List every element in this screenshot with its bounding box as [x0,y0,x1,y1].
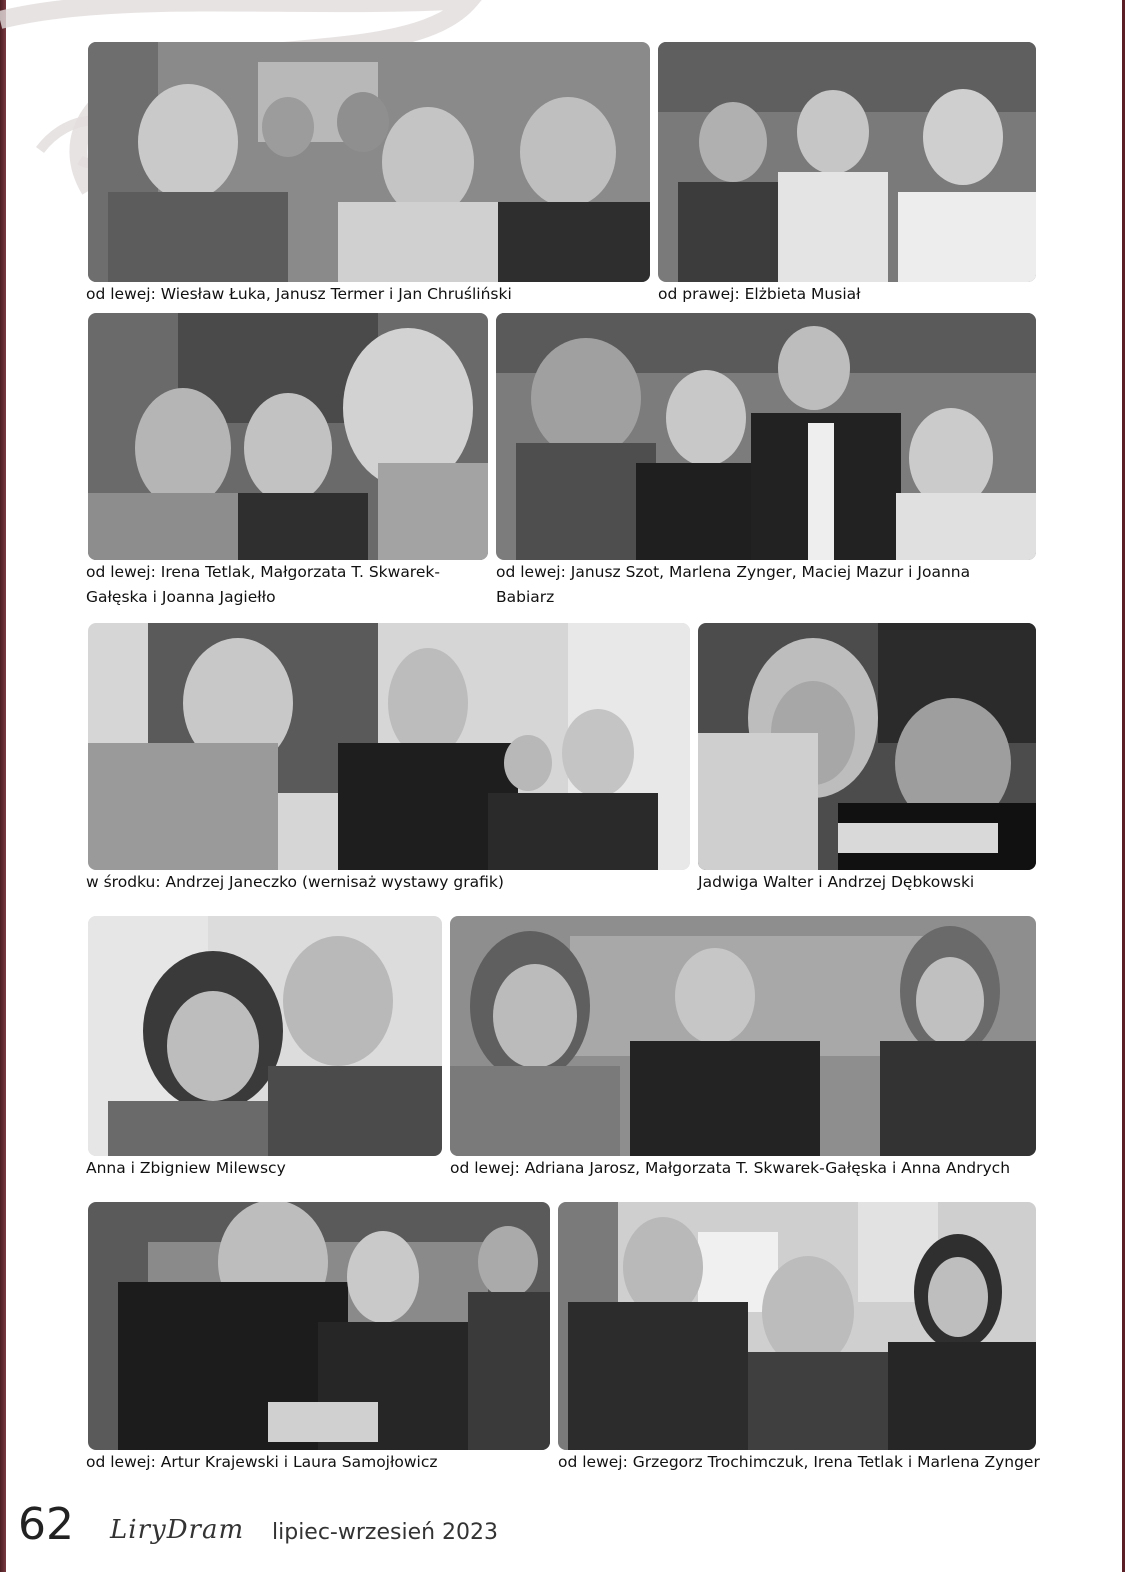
photo-jarosz-skwarek-andrych [450,916,1036,1156]
magazine-logo: LiryDram [110,1515,245,1545]
caption-photo-3-line-2: Gałęska i Joanna Jagiełło [86,588,276,606]
photo-trochimczuk-tetlak-zynger [558,1202,1036,1450]
photo-krajewski-samojlowicz [88,1202,550,1450]
caption-photo-7: Anna i Zbigniew Milewscy [86,1159,286,1177]
page-number: 62 [18,1499,74,1550]
issue-date: lipiec-wrzesień 2023 [272,1520,499,1545]
caption-photo-5: w środku: Andrzej Janeczko (wernisaż wystawy grafik) [86,873,504,891]
caption-photo-3-line-1: od lewej: Irena Tetlak, Małgorzata T. Skwarek- [86,563,440,581]
photo-walter-debkowski [698,623,1036,870]
caption-photo-9: od lewej: Artur Krajewski i Laura Samojłowicz [86,1453,438,1471]
photo-milewscy [88,916,442,1156]
photo-tetlak-skwarek-jagiello [88,313,488,560]
photo-szot-zynger-mazur-babiarz [496,313,1036,560]
photo-musial [658,42,1036,282]
caption-photo-4-line-2: Babiarz [496,588,555,606]
caption-photo-4-line-1: od lewej: Janusz Szot, Marlena Zynger, Maciej Mazur i Joanna [496,563,971,581]
page-edge-left [0,0,6,1572]
caption-photo-1: od lewej: Wiesław Łuka, Janusz Termer i Jan Chruśliński [86,285,512,303]
caption-photo-10: od lewej: Grzegorz Trochimczuk, Irena Tetlak i Marlena Zynger [558,1453,1040,1471]
photo-luka-termer-chruslinski [88,42,650,282]
photo-janeczko-wernisaz [88,623,690,870]
caption-photo-8: od lewej: Adriana Jarosz, Małgorzata T. Skwarek-Gałęska i Anna Andrych [450,1159,1011,1177]
caption-photo-6: Jadwiga Walter i Andrzej Dębkowski [698,873,975,891]
caption-photo-2: od prawej: Elżbieta Musiał [658,285,861,303]
